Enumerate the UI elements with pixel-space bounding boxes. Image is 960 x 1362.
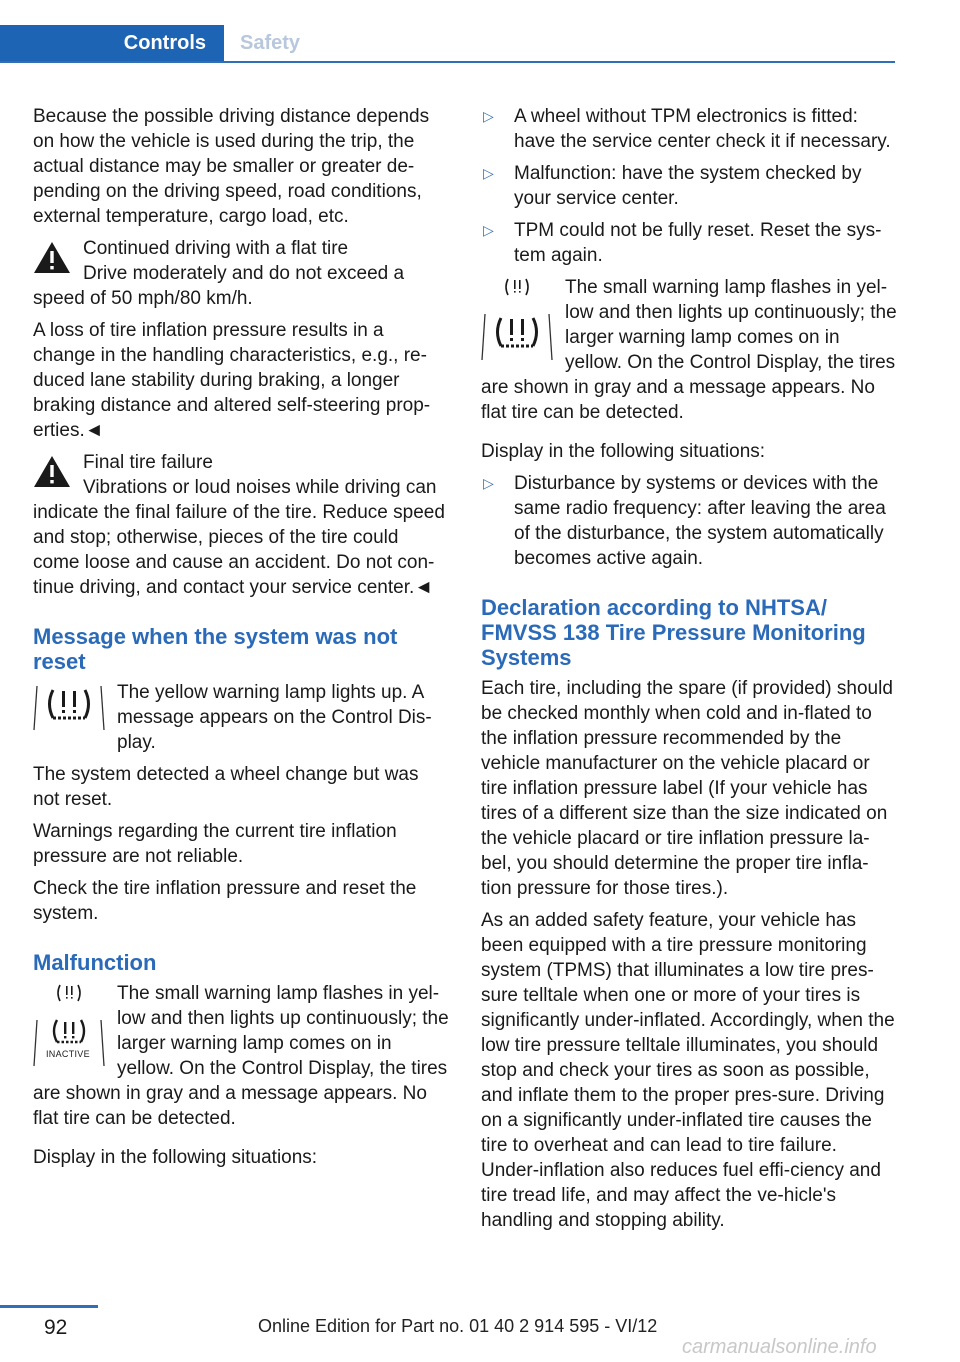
paragraph-display-situations-left: Display in the following situations:: [33, 1147, 318, 1168]
paragraph-tpms-feature: As an added safety feature, your vehicle has been equipped with a tire pressure monitoring system (TPMS) that illuminates a low tire pres‐sure telltale when one or more of your tires is significantly under-inflated. Accordingly, when the low tire pressure telltale illuminates, you should stop and check your tires as soon as possible, and inflate them to the proper pres‐sure. Driving on a significantly under-inflated tire causes the tire to overheat and can lead to tire failure. Under-inflation also reduces fuel effi‐ciency and tire tread life, and may affect the ve‐hicle's handling and stopping ability.: [481, 910, 895, 1231]
inactive-label: INACTIVE: [46, 1049, 90, 1059]
list-item: [481, 218, 897, 268]
lamp-block-not-reset: [33, 680, 449, 755]
list-arrow-icon: ▷: [483, 165, 494, 181]
list-item-text: A wheel without TPM electronics is fitted: have the service center check it if necessary.: [514, 106, 891, 152]
warning-text-final-failure-body: Vibrations or loud noises while driving can indicate the final failure of the tire. Reduce speed and stop; otherwise, pieces of the tire could come loose and cause an accident. Do not con‐tinue driving, and contact your service center.◄: [33, 477, 445, 598]
right-column: [481, 104, 897, 1240]
warning-text-flat-tire: [33, 261, 449, 311]
paragraph-driving-distance: Because the possible driving distance depends on how the vehicle is used during the trip, the actual distance may be smaller or greater de‐pending on the driving speed, road conditions, external temperature, cargo load, etc.: [33, 106, 430, 227]
tab-controls[interactable]: Controls: [0, 25, 224, 61]
list-item: [481, 104, 897, 154]
list-item-text: TPM could not be fully reset. Reset the sys‐tem again.: [514, 220, 882, 266]
footer-accent-line: [0, 1305, 98, 1308]
tire-pressure-small-icon: [33, 981, 105, 1009]
list-arrow-icon: ▷: [483, 108, 494, 124]
warning-continued-driving: [33, 236, 449, 261]
warning-triangle-icon: [33, 240, 71, 274]
paragraph-pressure-loss: A loss of tire inflation pressure results in a change in the handling characteristics, e.g., re‐duced lane stability during braking, a longer braking distance and altered self-steering prop‐erties.◄: [33, 320, 431, 441]
edition-text: Online Edition for Part no. 01 40 2 914 595 - VI/12: [258, 1316, 658, 1336]
tire-pressure-inactive-icon: [33, 1016, 105, 1068]
tab-safety[interactable]: Safety: [240, 32, 301, 54]
tire-pressure-warning-icon: [33, 680, 105, 732]
lamp-block-right: [481, 275, 897, 425]
header-tab-bar: [0, 25, 895, 63]
heading-not-reset: Message when the system was not reset: [33, 624, 398, 674]
paragraph-check-and-reset: Check the tire inflation pressure and reset the system.: [33, 878, 417, 924]
lamp-pair-right: [481, 275, 553, 369]
lamp-text-right: The small warning lamp flashes in yel‐low and then lights up continuously; the larger warning lamp comes on in yellow. On the Control Display, the tires are shown in gray and a message appears. No flat tire can be detected.: [481, 277, 897, 423]
page-number: 92: [44, 1316, 68, 1339]
list-arrow-icon: ▷: [483, 222, 494, 238]
lamp-pair-malfunction: [33, 981, 105, 1068]
list-arrow-icon: ▷: [483, 475, 494, 491]
warning-triangle-icon: [33, 454, 71, 488]
paragraph-display-situations-right: Display in the following situations:: [481, 441, 766, 462]
paragraph-warnings-unreliable: Warnings regarding the current tire inflation pressure are not reliable.: [33, 821, 397, 867]
list-item: [481, 161, 897, 211]
heading-malfunction: Malfunction: [33, 950, 157, 975]
warning-title-flat-tire: Continued driving with a flat tire: [83, 238, 349, 259]
lamp-text-not-reset: The yellow warning lamp lights up. A message appears on the Control Dis‐play.: [117, 682, 432, 753]
heading-declaration: Declaration according to NHTSA/ FMVSS 138 Tire Pressure Monitoring Systems: [481, 595, 866, 670]
tire-pressure-warning-icon: [481, 310, 553, 362]
left-column: [33, 104, 449, 1177]
list-display-situations: [481, 471, 897, 571]
tire-pressure-small-icon: [481, 275, 553, 303]
watermark: carmanualsonline.info: [682, 1336, 877, 1358]
warning-text-final-failure: [33, 475, 449, 600]
warning-title-final-failure: Final tire failure: [83, 452, 213, 473]
lamp-text-malfunction: The small warning lamp flashes in yel‐low and then lights up continuously; the larger warning lamp comes on in yellow. On the Control Display, the tires are shown in gray and a message appears. No flat tire can be detected.: [33, 983, 449, 1129]
paragraph-wheel-change: The system detected a wheel change but was not reset.: [33, 764, 419, 810]
list-item: [481, 471, 897, 571]
list-item-text: Disturbance by systems or devices with the same radio frequency: after leaving the area of the disturbance, the system automatically becomes active again.: [514, 473, 886, 569]
list-item-text: Malfunction: have the system checked by your service center.: [514, 163, 862, 209]
warning-text-flat-tire-body: Drive moderately and do not exceed a speed of 50 mph/80 km/h.: [33, 263, 405, 309]
paragraph-monthly-check: Each tire, including the spare (if provided) should be checked monthly when cold and in‐flated to the inflation pressure recommended by the vehicle manufacturer on the vehicle placard or tire inflation pressure label (If your vehicle has tires of a different size than the size indicated on the vehicle placard or tire inflation pressure la‐bel, you should determine the proper tire infla‐tion pressure for those tires.).: [481, 678, 893, 899]
warning-final-failure: [33, 450, 449, 475]
list-malfunction-causes: [481, 104, 897, 268]
lamp-block-malfunction: [33, 981, 449, 1131]
